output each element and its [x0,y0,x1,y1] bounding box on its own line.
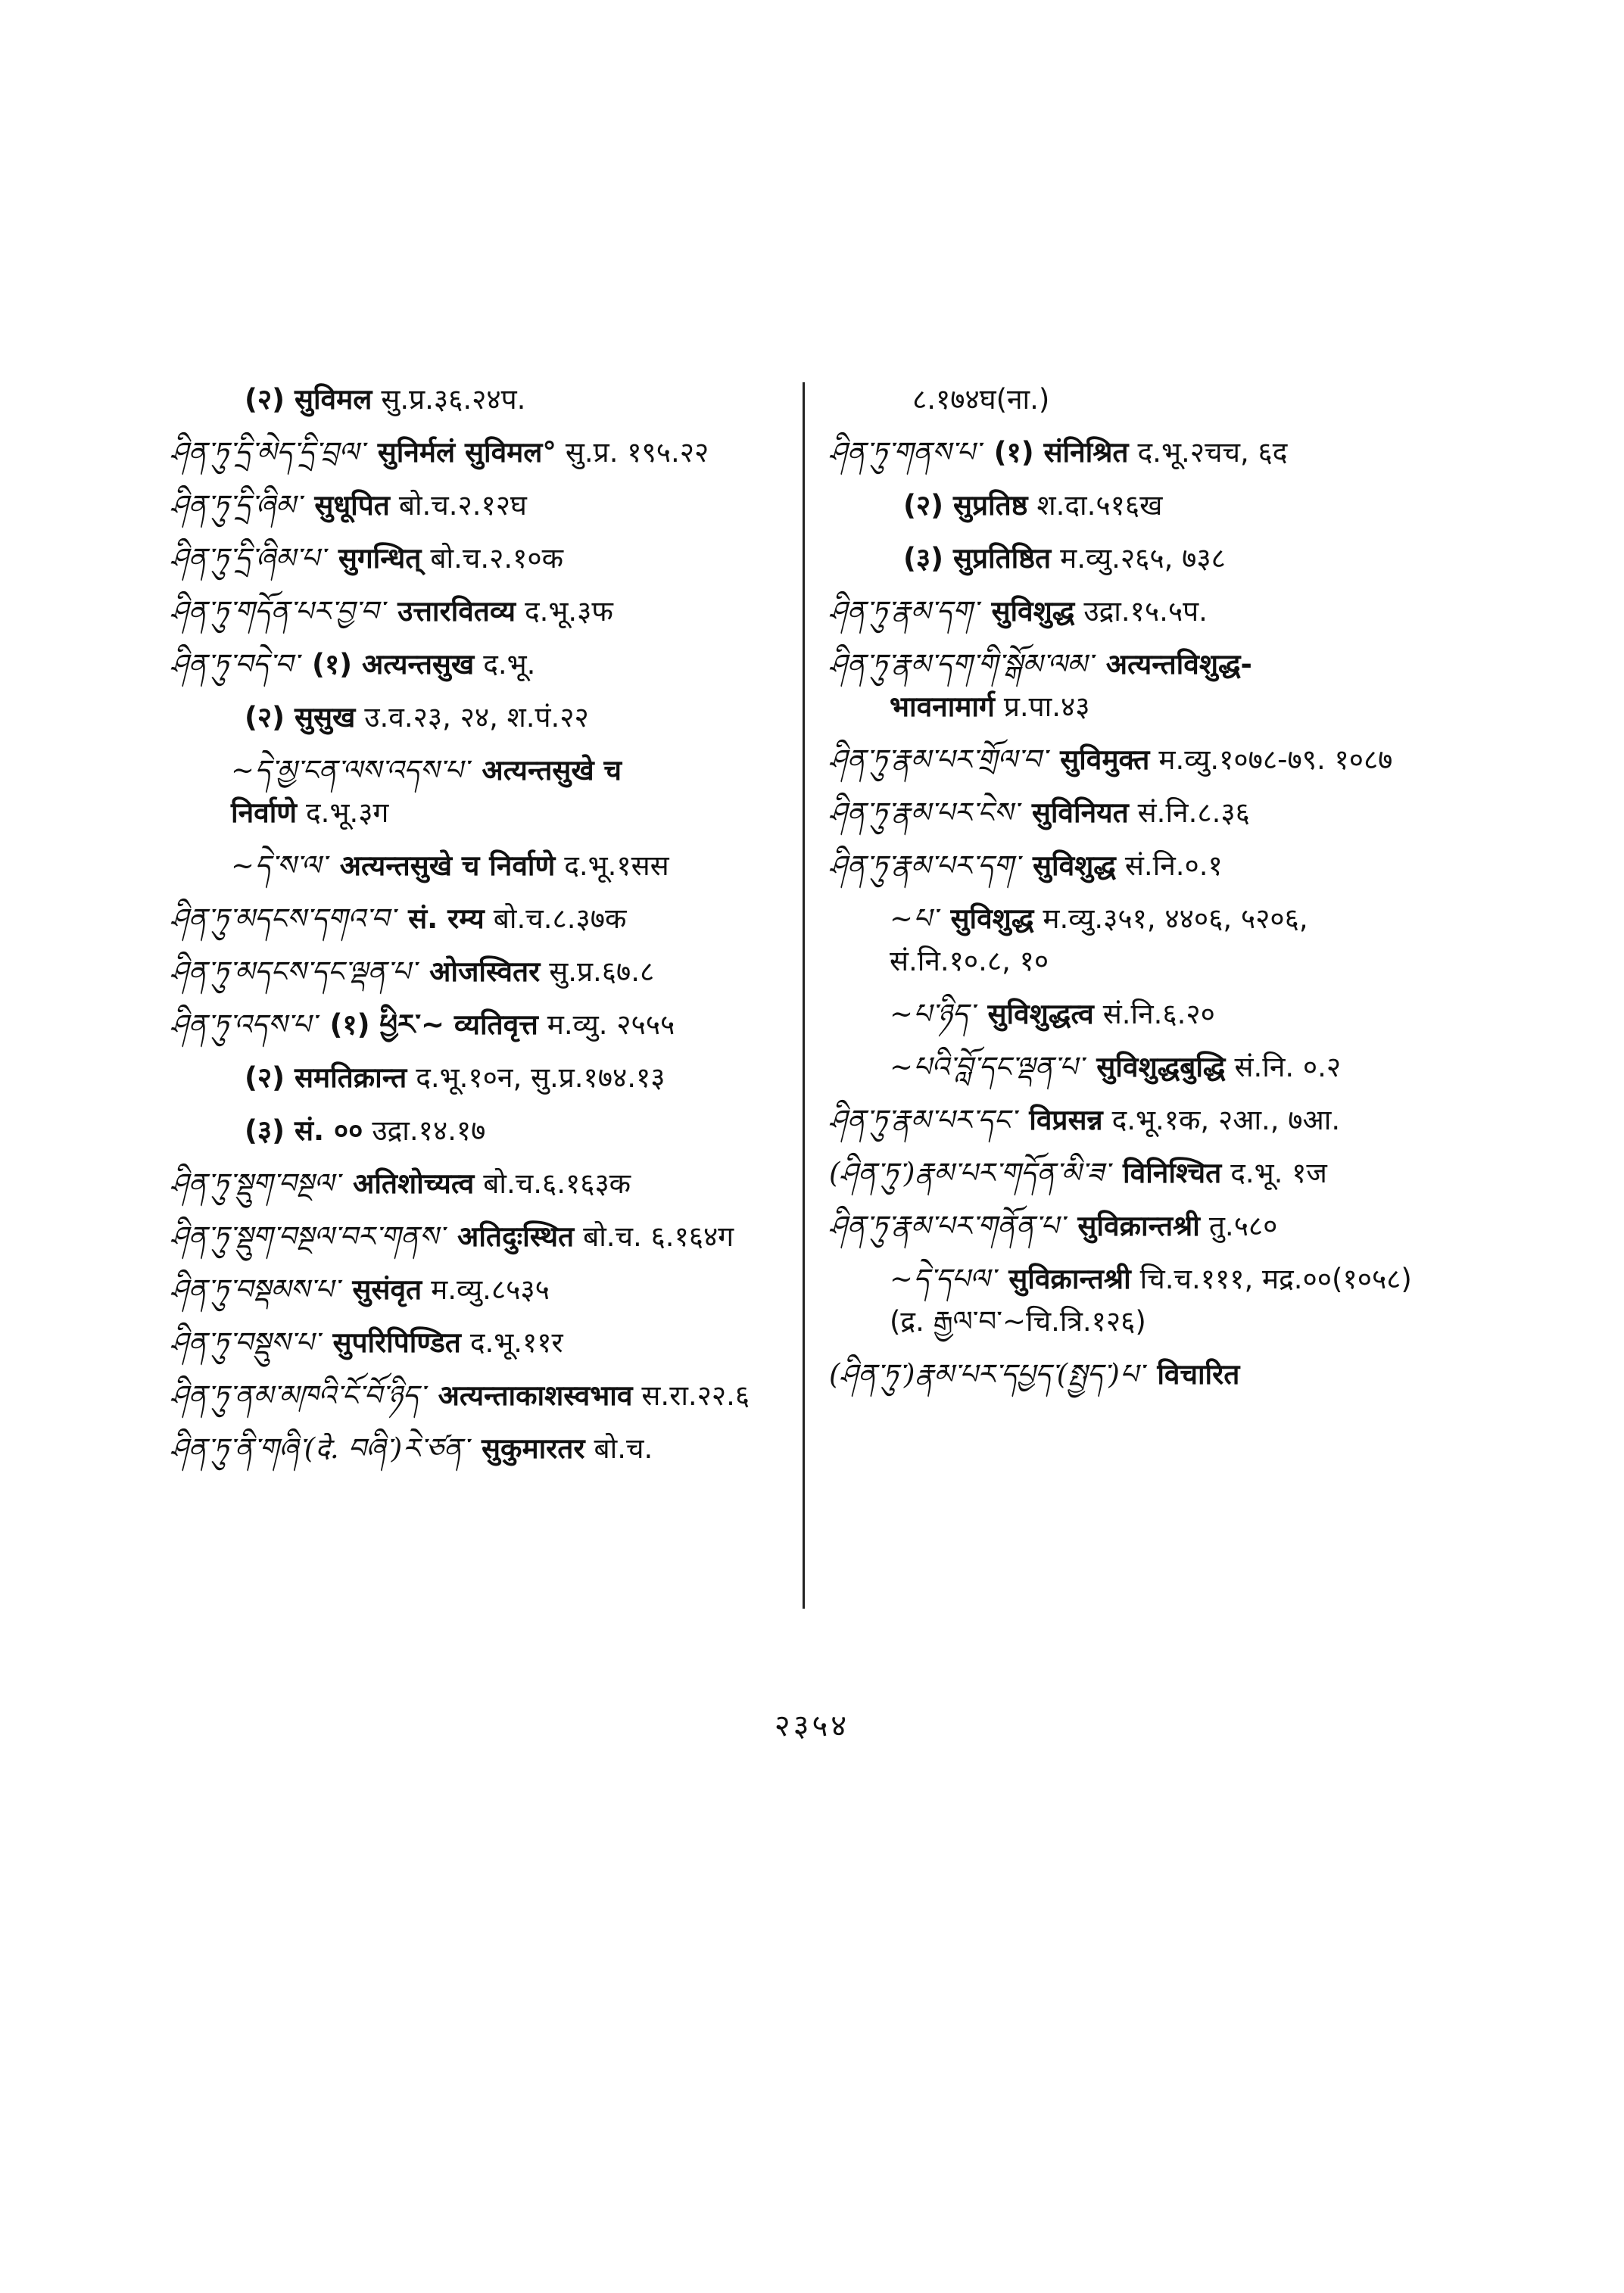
entry: ཤིན་ཏུ་ནི་གཞི་(दे. བཞི་)རེ་ཙན་ सुकुमारतर बो.च. [170,1432,653,1465]
entry: (ཤིན་ཏུ་)རྣམ་པར་དཔྱད་(སྤྱད་)པ་ विचारित [829,1358,1240,1391]
entry: ཤིན་ཏུ་དྲི་མེད་དྲི་བྲལ་ सुनिर्मलं सुविमल° सु.प्र. १९५.२२ [170,436,709,469]
entry: ཤིན་ཏུ་རྣམ་པར་གྲོལ་བ་ सुविमुक्त म.व्यु.१०७८-७९. १०८७ [829,743,1393,776]
entry: (३) सं. ०० उद्रा.१४.१७ [245,1114,486,1147]
entry: ཤིན་ཏུ་གནས་པ་ (१) संनिश्रित द.भू.२चच, ६द [829,436,1288,469]
entry: ~པ་ཉིད་ सुविशुद्धत्व सं.नि.६.२० [890,998,1215,1030]
entry: ཤིན་ཏུ་སྡུག་བསྔལ་བར་གནས་ अतिदुःस्थित बो.च. ६.१६४ग [170,1220,734,1253]
entry: ~པ་ सुविशुद्ध म.व्यु.३५१, ४४०६, ५२०६, सं.नि.१०.८, १० [890,902,1308,977]
entry: ཤིན་ཏུ་སྡུག་བསྔལ་ अतिशोच्यत्व बो.च.६.१६३क [170,1167,631,1200]
entry: ཤིན་ཏུ་མདངས་དང་ལྡན་པ་ ओजस्वितर सु.प्र.६७.८ [170,955,655,988]
entry: ཤིན་ཏུ་ནམ་མཁའི་ངོ་བོ་ཉིད་ अत्यन्ताकाशस्वभाव स.रा.२२.६ [170,1379,750,1412]
entry: ཤིན་ཏུ་རྣམ་པར་ངེས་ सुविनियत सं.नि.८.३६ [829,796,1250,829]
entry: (ཤིན་ཏུ་)རྣམ་པར་གདོན་མི་ཟ་ विनिश्चित द.भू. १ज [829,1157,1327,1189]
entry: (३) सुप्रतिष्ठित म.व्यु.२६५, ७३८ [903,542,1226,575]
left-column [170,379,776,1481]
entry: ~དེ་མྱ་ངན་ལས་འདས་པ་ अत्यन्तसुखे च निर्वाणे द.भू.३ग [231,754,622,829]
page-number: २३५४ [774,1709,850,1743]
entry: ཤིན་ཏུ་བསྡམས་པ་ सुसंवृत म.व्यु.८५३५ [170,1273,550,1306]
entry: ཤིན་ཏུ་དྲི་ཞིམ་ सुधूपित बो.च.२.१२घ [170,489,527,522]
entry: ८.१७४घ(ना.) [912,383,1050,416]
entry: ཤིན་ཏུ་རྣམ་པར་དག་ सुविशुद्ध सं.नि.०.१ [829,849,1223,882]
entry: ཤིན་ཏུ་རྣམ་དག་ सुविशुद्ध उद्रा.१५.५प. [829,595,1208,628]
entry: ཤིན་ཏུ་འདས་པ་ (१) ཕྱིར་~ व्यतिवृत्त म.व्यु. २५५५ [170,1008,675,1041]
entry: ཤིན་ཏུ་རྣམ་པར་གནོན་པ་ सुविक्रान्तश्री तु.५८० [829,1210,1278,1242]
entry: (२) समतिक्रान्त द.भू.१०न, सु.प्र.१७४.१३ [245,1061,665,1094]
column-divider [803,382,805,1609]
entry: (२) सुसुख उ.व.२३, २४, श.पं.२२ [245,701,589,734]
entry: ~དེ་ས་ལ་ अत्यन्तसुखे च निर्वाणे द.भू.१सस [231,849,669,882]
entry: ཤིན་ཏུ་རྣམ་པར་དང་ विप्रसन्न द.भू.१क, २आ., ७आ. [829,1104,1341,1136]
entry: ཤིན་ཏུ་བསྡུས་པ་ सुपरिपिण्डित द.भू.११र [170,1326,563,1359]
entry: ཤིན་ཏུ་མདངས་དགའ་བ་ सं. रम्य बो.च.८.३७क [170,902,627,935]
entry: ~དེ་དཔལ་ सुविक्रान्तश्री चि.च.१११, मद्र.००(१०५८)(द्र. རྒྱལ་བ་~चि.त्रि.१२६) [890,1263,1412,1338]
entry: ཤིན་ཏུ་རྣམ་དག་གི་སྒོམ་ལམ་ अत्यन्तविशुद्ध-भावनामार्ग प्र.पा.४३ [829,648,1252,723]
entry: (२) सुविमल सु.प्र.३६.२४प. [245,383,526,416]
entry: ~པའི་བློ་དང་ལྡན་པ་ सुविशुद्धबुद्धि सं.नि. ०.२ [890,1051,1342,1083]
entry: (२) सुप्रतिष्ठ श.दा.५१६ख [903,489,1163,522]
right-column [829,379,1435,1407]
entry: ཤིན་ཏུ་དྲི་ཞིམ་པ་ सुगन्धित् बो.च.२.१०क [170,542,563,575]
entry: ཤིན་ཏུ་གདོན་པར་བྱ་བ་ उत्तारवितव्य द.भू.३फ [170,595,613,628]
entry: ཤིན་ཏུ་བདེ་བ་ (१) अत्यन्तसुख द.भू. [170,648,536,681]
